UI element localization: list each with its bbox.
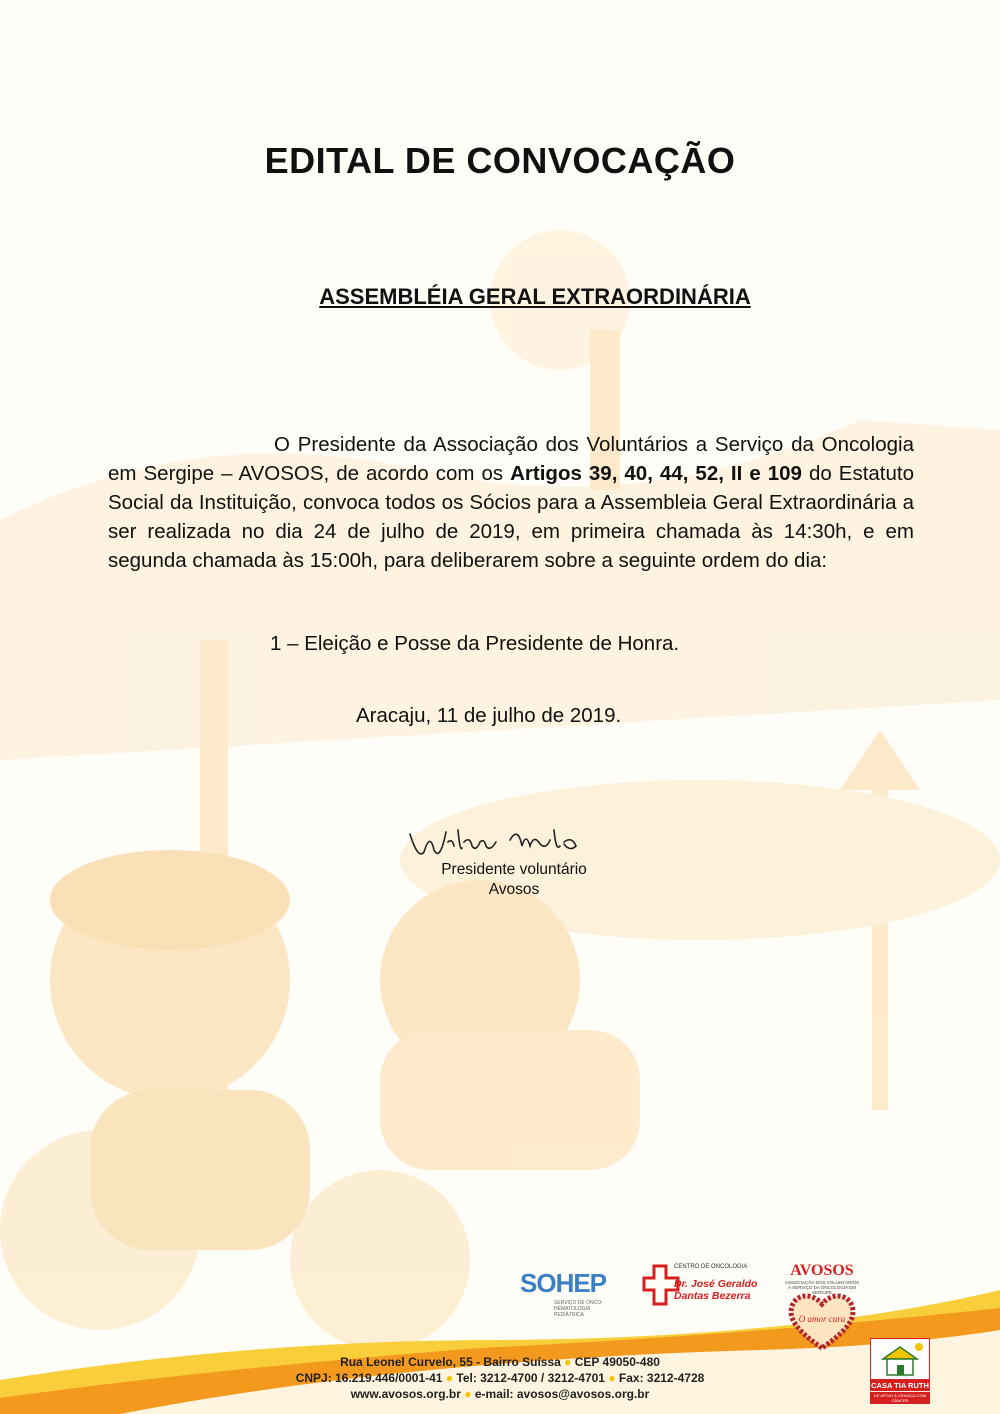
signer-role: Presidente voluntário — [441, 861, 587, 878]
casa-label: CASA TIA RUTH — [871, 1381, 929, 1390]
cnpj: CNPJ: 16.219.446/0001-41 — [295, 1371, 443, 1385]
address-line-3: www.avosos.org.br ● e-mail: avosos@avosos.org.br — [350, 1387, 650, 1401]
casa-subtitle: DE APOIO À CRIANÇA COM CÂNCER — [870, 1392, 930, 1404]
sohep-subtitle: SERVIÇO DE ONCO-HEMATOLOGIA PEDIÁTRICA — [554, 1300, 603, 1318]
avosos-wordmark: AVOSOS — [790, 1262, 854, 1279]
telephone: Tel: 3212-4700 / 3212-4701 — [456, 1371, 605, 1385]
oncologia-logo — [640, 1262, 770, 1312]
sohep-wordmark: SOHEP — [520, 1268, 607, 1298]
email-link[interactable]: e-mail: avosos@avosos.org.br — [474, 1387, 650, 1401]
address-line-2: CNPJ: 16.219.446/0001-41 ● Tel: 3212-4700 / 3212-4701 ● Fax: 3212-4728 — [295, 1371, 705, 1385]
avosos-motto: O amor cura — [798, 1314, 846, 1324]
footer-address — [250, 1354, 750, 1402]
signer-organization: Avosos — [488, 881, 540, 898]
paragraph-part-1: O Presidente da Associação dos Voluntários a Serviço da Oncologia em Sergipe – AVOSOS, de acordo com os — [108, 433, 914, 485]
paragraph-part-2: do Estatuto Social da Instituição, convoca todos os Sócios para a Assembleia Geral Extraordinária a ser realizada no dia 24 de julho de 2019, em primeira chamada às 14:30h, e em segunda chamada às 15:00h, para deliberarem sobre a seguinte ordem do dia: — [108, 462, 914, 572]
dateline: Aracaju, 11 de julho de 2019. — [356, 704, 622, 727]
document-subtitle: ASSEMBLÉIA GERAL EXTRAORDINÁRIA — [319, 284, 751, 309]
oncologia-header: CENTRO DE ONCOLOGIA — [674, 1264, 748, 1270]
casa-tia-ruth-logo — [870, 1338, 930, 1408]
articles-reference: Artigos 39, 40, 44, 52, II e 109 — [510, 462, 802, 485]
cep: CEP 49050-480 — [574, 1355, 660, 1369]
oncologia-name-line-2: Dantas Bezerra — [674, 1290, 751, 1302]
oncologia-name-line-1: Dr. José Geraldo — [674, 1278, 758, 1290]
heart-icon — [786, 1290, 858, 1352]
casa-box — [870, 1338, 930, 1380]
street-address: Rua Leonel Curvelo, 55 - Bairro Suíssa — [340, 1355, 561, 1369]
convocation-paragraph — [108, 430, 914, 575]
signature-block — [400, 860, 628, 900]
document-title: EDITAL DE CONVOCAÇÃO — [264, 140, 736, 181]
website-link[interactable]: www.avosos.org.br — [350, 1387, 461, 1401]
agenda-item: 1 – Eleição e Posse da Presidente de Honra. — [270, 632, 680, 655]
fax: Fax: 3212-4728 — [618, 1371, 705, 1385]
avosos-logo — [780, 1262, 864, 1362]
address-line-1: Rua Leonel Curvelo, 55 - Bairro Suíssa ● CEP 49050-480 — [340, 1355, 660, 1369]
house-icon — [871, 1339, 929, 1379]
sohep-logo — [520, 1262, 630, 1318]
oncologia-name — [674, 1278, 757, 1302]
avosos-subtitle: ASSOCIAÇÃO DOS VOLUNTÁRIOS A SERVIÇO DA ONCOLOGIA EM SERGIPE — [784, 1280, 860, 1295]
